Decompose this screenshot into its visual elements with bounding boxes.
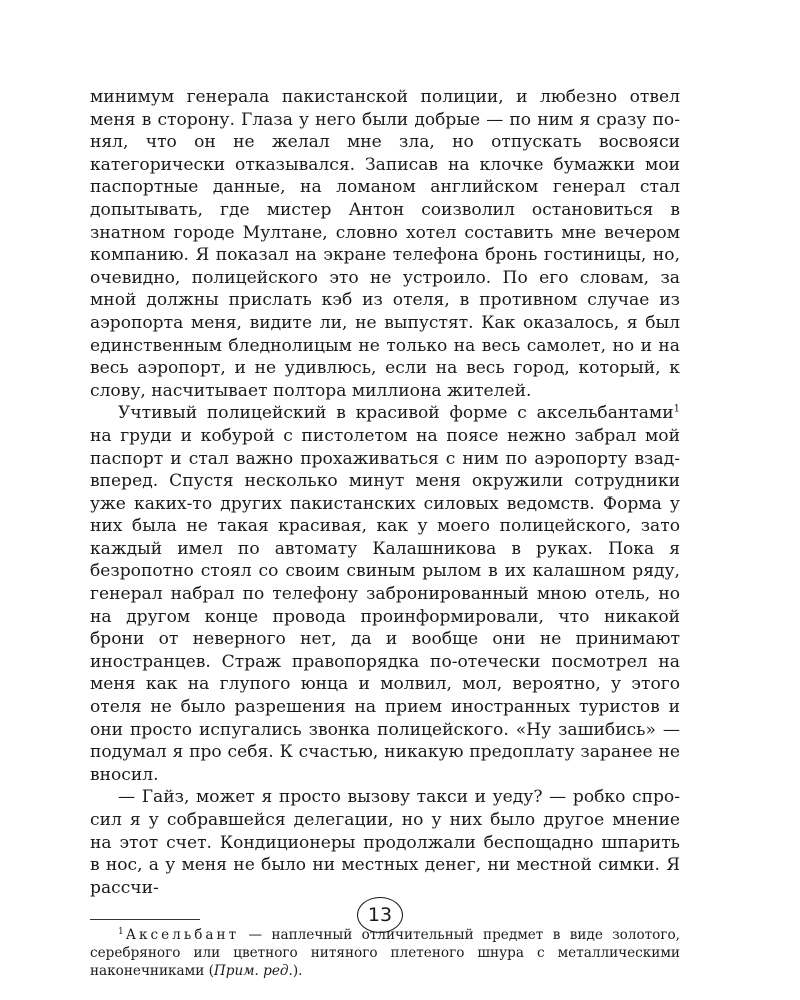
footnote-editor-note: Прим. ред. xyxy=(213,963,293,980)
page-number: 13 xyxy=(357,897,403,933)
paragraph: — Гайз, может я просто вызову такси и уеду? — робко спросил я у собравшейся делегации, но у них было другое мнение на этот счет. Кондиционеры продолжали беспощадно шпарить в нос, а у меня не было ни местных денег, ни местной симки. Я рассчи- xyxy=(90,787,680,898)
page-body xyxy=(90,86,680,980)
footnote-divider xyxy=(90,919,200,920)
footnote-mark: 1 xyxy=(118,926,124,937)
paragraph-text: на груди и кобурой с пистолетом на поясе нежно забрал мой паспорт и стал важно прохаживаться с ним по аэропорту взад-вперед. Спустя несколько минут меня окружили сотрудники уже каких-то других пакистанских силовых ведомств. Форма у них была не такая красивая, как у моего полицейского, зато каждый имел по автомату Калашникова в руках. Пока я безропотно стоял со своим свиным рылом в их калашном ряду, генерал набрал по телефону забронированный мною отель, но на другом конце провода проинформировали, что никакой брони от неверного нет, да и вообще они не принимают иностранцев. Страж правопорядка по-отечески посмотрел на меня как на глупого юнца и молвил, мол, вероятно, у этого отеля не было разрешения на прием иностранных туристов и они просто испугались звонка полицейского. «Ну зашибись» — подумал я про себя. К счастью, никакую предоплату заранее не вносил. xyxy=(90,425,680,785)
footnote-term: Аксельбант xyxy=(125,927,240,944)
footnote-text: — наплечный отличительный предмет в виде золотого, серебряного или цветного нитяного плетеного шнура с металлическими наконечниками ( xyxy=(90,927,680,980)
footnote-reference: 1 xyxy=(673,403,680,415)
paragraph-text: Учтивый полицейский в красивой форме с аксельбантами xyxy=(118,403,674,424)
footnote-closing: ). xyxy=(292,963,303,980)
paragraph: минимум генерала пакистанской полиции, и любезно отвел меня в сторону. Глаза у него были добрые — по ним я сразу понял, что он не желал мне зла, но отпускать восвояси категорически отказывался. Записав на клочке бумажки мои паспортные данные, на ломаном английском генерал стал допытывать, где мистер Антон соизволил остановиться в знатном городе Мултане, словно хотел составить мне вечером компанию. Я показал на экране телефона бронь гостиницы, но, очевидно, полицейского это не устроило. По его словам, за мной должны прислать кэб из отеля, в противном случае из аэропорта меня, видите ли, не выпустят. Как оказалось, я был единственным бледнолицым не только на весь самолет, но и на весь аэропорт, и не удивлюсь, если на весь город, который, к слову, насчитывает полтора миллиона жителей. xyxy=(90,87,680,401)
paragraph xyxy=(90,402,680,786)
footnote xyxy=(90,926,680,980)
